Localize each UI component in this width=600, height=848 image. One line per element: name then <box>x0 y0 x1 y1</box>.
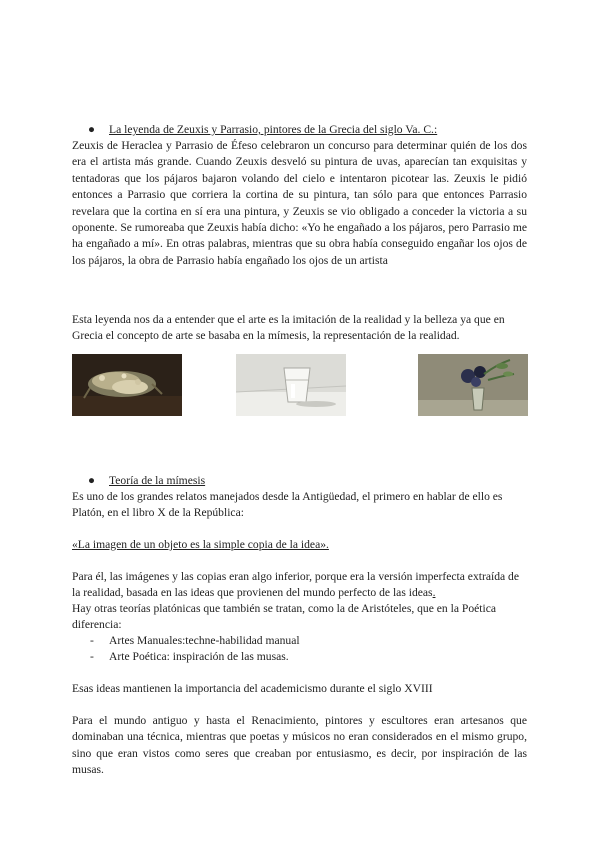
section2-paragraph-3: Hay otras teorías platónicas que también se tratan, como la de Aristóteles, que en la Poética diferencia: <box>72 602 496 632</box>
dash-marker: - <box>90 634 94 647</box>
section1-paragraph: Zeuxis de Heraclea y Parrasio de Éfeso celebraron un concurso para determinar quién de los dos era el artista más grande. Cuando Zeuxis desveló su pintura de uvas, aparecían tan exquisitas y tentadoras que los pájaros bajaron volando del cielo e intentaron picotear las. Zeuxis le pidió entonces a Parrasio que corriera la cortina de su pintura, tan sólo para que entonces Parrasio revelara que la cortina en sí era una pintura, y Zeuxis se vio obligado a conceder la victoria a su oponente. Se rumoreaba que Zeuxis había dicho: «Yo he engañado a los pájaros, pero Parrasio me ha engañado a mí». En otras palabras, mientras que su obra había conseguido engañar los ojos de los pájaros, la obra de Parrasio había engañado los ojos de un artista <box>72 139 527 267</box>
section1-heading: La leyenda de Zeuxis y Parrasio, pintores de la Grecia del siglo Va. C.: <box>109 123 438 136</box>
section2-paragraph: Es uno de los grandes relatos manejados desde la Antigüedad, el primero en hablar de ello es Platón, en el libro X de la República: <box>72 490 503 520</box>
section2-heading: Teoría de la mímesis <box>109 474 206 487</box>
flowers-in-glass-image <box>418 354 528 416</box>
intro-paragraph: Esta leyenda nos da a entender que el arte es la imitación de la realidad y la belleza ya que en Grecia el concepto de arte se basaba en la mímesis, la representación de la realidad. <box>72 313 505 343</box>
plato-quote-text: «La imagen de un objeto es la simple copia de la idea». <box>72 538 329 551</box>
bullet-icon: ● <box>88 123 96 136</box>
still-life-grapes-image <box>72 354 182 416</box>
plato-quote <box>72 537 527 553</box>
dash-marker: - <box>90 650 94 663</box>
section2-paragraph-2 <box>72 569 527 602</box>
glass-of-water-image <box>236 354 346 416</box>
section2-paragraph-5: Para el mundo antiguo y hasta el Renacimiento, pintores y escultores eran artesanos que dominaban una técnica, mientras que poetas y músicos no eran considerados en el mismo grupo, sino que eran vistos como seres que creaban por entusiasmo, es decir, por inspiración de las musas. <box>72 714 527 777</box>
list-item-text: Artes Manuales:techne-habilidad manual <box>109 634 300 647</box>
paragraph-2-text: Para él, las imágenes y las copias eran algo inferior, porque era la versión imperfecta extraída de la realidad, basada en las ideas que provienen del mundo perfecto de las ideas <box>72 570 519 600</box>
section2-paragraph-4: Esas ideas mantienen la importancia del academicismo durante el siglo XVIII <box>72 682 433 695</box>
paragraph-2-end: . <box>432 586 436 600</box>
list-item-text: Arte Poética: inspiración de las musas. <box>109 650 289 663</box>
bullet-icon: ● <box>88 474 96 487</box>
